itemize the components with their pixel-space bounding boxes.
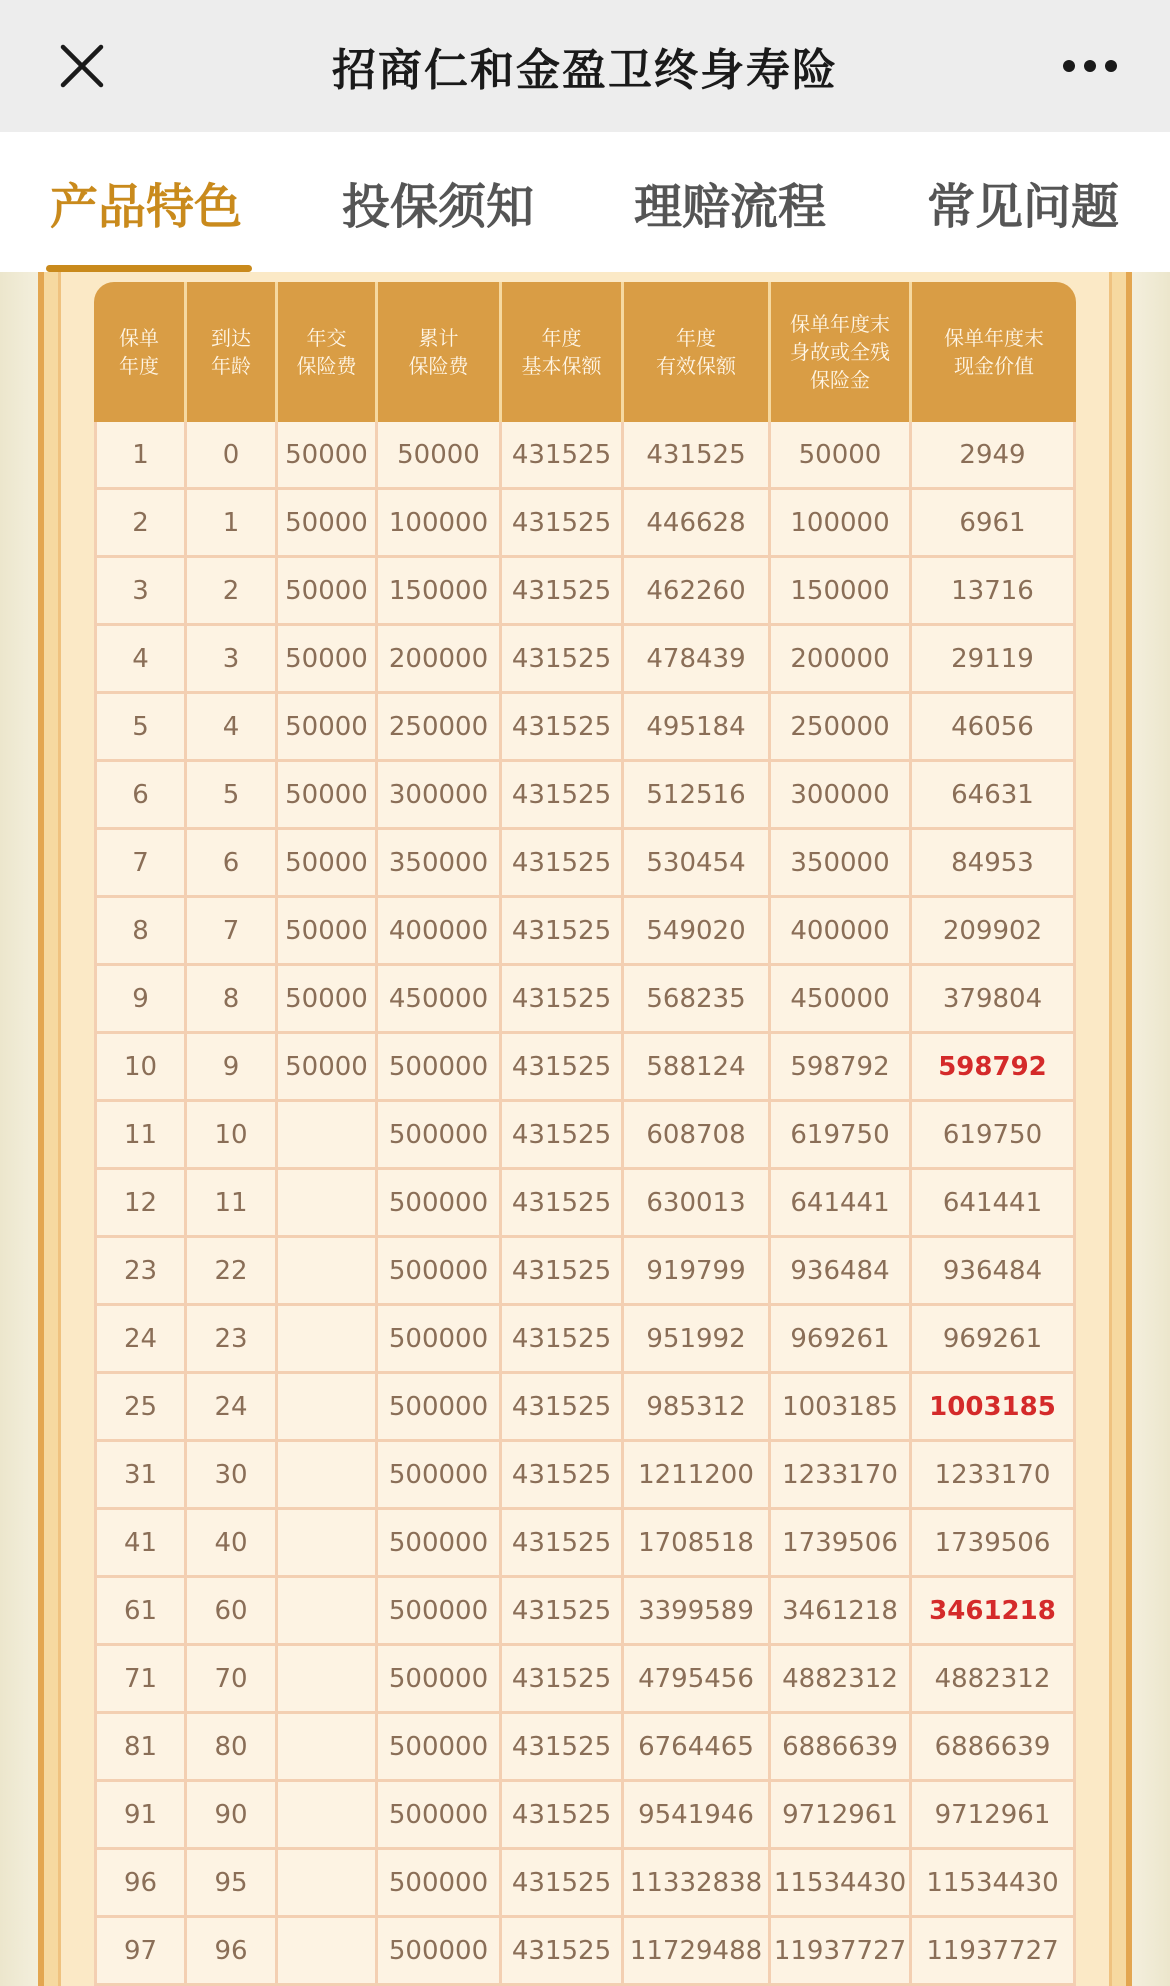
- table-cell: 150000: [771, 558, 912, 626]
- table-cell: 431525: [502, 1374, 624, 1442]
- table-cell: 41: [94, 1510, 187, 1578]
- table-cell: 500000: [378, 1374, 502, 1442]
- table-cell: [278, 1646, 378, 1714]
- table-row: [94, 626, 1076, 694]
- page-title: 招商仁和金盈卫终身寿险: [332, 45, 838, 96]
- table-cell: 350000: [771, 830, 912, 898]
- table-cell: 608708: [624, 1102, 771, 1170]
- table-cell: 61: [94, 1578, 187, 1646]
- table-cell: [278, 1714, 378, 1782]
- table-cell: 450000: [378, 966, 502, 1034]
- more-dots-icon: [1062, 59, 1118, 73]
- table-cell: 431525: [502, 1170, 624, 1238]
- table-cell: 500000: [378, 1102, 502, 1170]
- table-cell: 3: [187, 626, 278, 694]
- table-cell: 0: [187, 422, 278, 490]
- table-cell: 1003185: [771, 1374, 912, 1442]
- table-cell: 478439: [624, 626, 771, 694]
- table-row: [94, 1646, 1076, 1714]
- table-cell: 95: [187, 1850, 278, 1918]
- table-cell: 12: [94, 1170, 187, 1238]
- table-cell: 3461218: [771, 1578, 912, 1646]
- table-cell: 2: [94, 490, 187, 558]
- table-cell: 29119: [912, 626, 1076, 694]
- table-cell: 50000: [278, 1034, 378, 1102]
- table-cell: 431525: [624, 422, 771, 490]
- table-cell: 1233170: [912, 1442, 1076, 1510]
- tab-product-features[interactable]: [0, 132, 292, 272]
- title-bar: [0, 0, 1170, 132]
- table-cell: 3399589: [624, 1578, 771, 1646]
- table-row: [94, 1510, 1076, 1578]
- table-cell: 10: [94, 1034, 187, 1102]
- table-cell: 431525: [502, 626, 624, 694]
- table-cell: 500000: [378, 1714, 502, 1782]
- table-cell: 6: [94, 762, 187, 830]
- tab-insurance-notice[interactable]: [292, 132, 584, 272]
- table-cell: 1739506: [912, 1510, 1076, 1578]
- table-cell: 598792: [771, 1034, 912, 1102]
- table-cell: 350000: [378, 830, 502, 898]
- table-cell: 97: [94, 1918, 187, 1986]
- table-cell: 3: [94, 558, 187, 626]
- table-cell: 969261: [912, 1306, 1076, 1374]
- table-cell: 500000: [378, 1170, 502, 1238]
- table-cell: 30: [187, 1442, 278, 1510]
- table-cell: 11534430: [912, 1850, 1076, 1918]
- table-cell: 81: [94, 1714, 187, 1782]
- table-cell: 598792: [912, 1034, 1076, 1102]
- table-cell: 1003185: [912, 1374, 1076, 1442]
- table-cell: 588124: [624, 1034, 771, 1102]
- table-cell: 1211200: [624, 1442, 771, 1510]
- table-cell: 25: [94, 1374, 187, 1442]
- table-cell: 431525: [502, 694, 624, 762]
- table-cell: 500000: [378, 1646, 502, 1714]
- table-row: [94, 1374, 1076, 1442]
- table-cell: 4: [94, 626, 187, 694]
- table-cell: 9541946: [624, 1782, 771, 1850]
- table-cell: 64631: [912, 762, 1076, 830]
- table-cell: 50000: [278, 762, 378, 830]
- table-cell: 11729488: [624, 1918, 771, 1986]
- table-cell: 90: [187, 1782, 278, 1850]
- table-cell: 11: [187, 1170, 278, 1238]
- table-row: [94, 1578, 1076, 1646]
- table-cell: 431525: [502, 1918, 624, 1986]
- table-cell: 10: [187, 1102, 278, 1170]
- table-cell: 530454: [624, 830, 771, 898]
- table-cell: 431525: [502, 1714, 624, 1782]
- table-cell: 96: [187, 1918, 278, 1986]
- table-cell: 6764465: [624, 1714, 771, 1782]
- table-cell: 60: [187, 1578, 278, 1646]
- table-cell: 379804: [912, 966, 1076, 1034]
- table-cell: 431525: [502, 830, 624, 898]
- table-cell: 446628: [624, 490, 771, 558]
- table-cell: 22: [187, 1238, 278, 1306]
- table-cell: 400000: [378, 898, 502, 966]
- table-cell: 24: [94, 1306, 187, 1374]
- table-row: [94, 490, 1076, 558]
- table-cell: 568235: [624, 966, 771, 1034]
- table-cell: 100000: [378, 490, 502, 558]
- table-cell: 6886639: [771, 1714, 912, 1782]
- table-cell: 4795456: [624, 1646, 771, 1714]
- policy-benefit-table: [94, 282, 1076, 1986]
- table-row: [94, 1306, 1076, 1374]
- table-cell: 500000: [378, 1238, 502, 1306]
- table-cell: 431525: [502, 1850, 624, 1918]
- column-header: 累计 保险费: [378, 282, 502, 422]
- table-cell: [278, 1510, 378, 1578]
- table-cell: [278, 1374, 378, 1442]
- column-header: 年度 基本保额: [502, 282, 624, 422]
- table-cell: 1233170: [771, 1442, 912, 1510]
- table-cell: 200000: [378, 626, 502, 694]
- table-cell: 1: [187, 490, 278, 558]
- content-area[interactable]: [0, 272, 1170, 1986]
- table-cell: 91: [94, 1782, 187, 1850]
- table-cell: 919799: [624, 1238, 771, 1306]
- table-cell: 50000: [278, 898, 378, 966]
- table-cell: 23: [94, 1238, 187, 1306]
- table-cell: 5: [94, 694, 187, 762]
- table-cell: 500000: [378, 1850, 502, 1918]
- table-cell: 50000: [278, 490, 378, 558]
- table-row: [94, 1782, 1076, 1850]
- table-cell: 431525: [502, 490, 624, 558]
- table-row: [94, 558, 1076, 626]
- table-cell: 619750: [771, 1102, 912, 1170]
- table-cell: 9712961: [771, 1782, 912, 1850]
- table-cell: 50000: [278, 830, 378, 898]
- table-row: [94, 1850, 1076, 1918]
- more-button[interactable]: [1046, 32, 1134, 100]
- table-cell: 431525: [502, 1238, 624, 1306]
- tab-label: 产品特色: [49, 178, 242, 235]
- tab-label: 投保须知: [341, 178, 534, 235]
- table-cell: 7: [187, 898, 278, 966]
- table-cell: 96: [94, 1850, 187, 1918]
- table-row: [94, 762, 1076, 830]
- table-cell: 431525: [502, 1578, 624, 1646]
- table-cell: [278, 1850, 378, 1918]
- table-cell: 8: [187, 966, 278, 1034]
- table-cell: 11332838: [624, 1850, 771, 1918]
- active-tab-indicator: [46, 265, 252, 272]
- column-header: 年交 保险费: [278, 282, 378, 422]
- table-cell: 500000: [378, 1782, 502, 1850]
- table-cell: 70: [187, 1646, 278, 1714]
- table-cell: 300000: [378, 762, 502, 830]
- tab-claim-process[interactable]: [584, 132, 876, 272]
- table-cell: 6: [187, 830, 278, 898]
- table-cell: 641441: [912, 1170, 1076, 1238]
- table-cell: 1708518: [624, 1510, 771, 1578]
- table-cell: 641441: [771, 1170, 912, 1238]
- table-row: [94, 1442, 1076, 1510]
- table-cell: 500000: [378, 1442, 502, 1510]
- table-cell: 512516: [624, 762, 771, 830]
- table-cell: 985312: [624, 1374, 771, 1442]
- table-cell: 80: [187, 1714, 278, 1782]
- table-cell: 9712961: [912, 1782, 1076, 1850]
- table-cell: 250000: [771, 694, 912, 762]
- table-row: [94, 1102, 1076, 1170]
- table-row: [94, 694, 1076, 762]
- table-cell: 23: [187, 1306, 278, 1374]
- table-cell: 431525: [502, 966, 624, 1034]
- table-cell: 500000: [378, 1034, 502, 1102]
- table-cell: 11534430: [771, 1850, 912, 1918]
- table-cell: 300000: [771, 762, 912, 830]
- close-icon: [59, 43, 105, 89]
- table-cell: 6961: [912, 490, 1076, 558]
- table-cell: [278, 1918, 378, 1986]
- tab-label: 常见问题: [926, 178, 1119, 235]
- table-cell: 431525: [502, 1034, 624, 1102]
- table-cell: 2949: [912, 422, 1076, 490]
- table-row: [94, 1034, 1076, 1102]
- table-cell: 936484: [912, 1238, 1076, 1306]
- table-cell: 549020: [624, 898, 771, 966]
- table-cell: 500000: [378, 1918, 502, 1986]
- table-cell: 4: [187, 694, 278, 762]
- table-cell: 150000: [378, 558, 502, 626]
- table-cell: 495184: [624, 694, 771, 762]
- table-cell: [278, 1442, 378, 1510]
- table-row: [94, 1238, 1076, 1306]
- table-cell: 431525: [502, 1646, 624, 1714]
- table-cell: [278, 1238, 378, 1306]
- table-cell: 969261: [771, 1306, 912, 1374]
- column-header: 年度 有效保额: [624, 282, 771, 422]
- table-cell: 50000: [278, 626, 378, 694]
- table-cell: 400000: [771, 898, 912, 966]
- table-cell: 50000: [771, 422, 912, 490]
- table-cell: 431525: [502, 762, 624, 830]
- table-cell: 50000: [278, 694, 378, 762]
- table-cell: 500000: [378, 1306, 502, 1374]
- table-cell: 462260: [624, 558, 771, 626]
- column-header: 保单年度末 现金价值: [912, 282, 1076, 422]
- table-cell: 50000: [278, 966, 378, 1034]
- table-header-row: [94, 282, 1076, 422]
- table-cell: 84953: [912, 830, 1076, 898]
- table-cell: 4882312: [771, 1646, 912, 1714]
- table-cell: 630013: [624, 1170, 771, 1238]
- table-cell: 6886639: [912, 1714, 1076, 1782]
- table-cell: 46056: [912, 694, 1076, 762]
- table-cell: 951992: [624, 1306, 771, 1374]
- column-header: 保单年度末 身故或全残 保险金: [771, 282, 912, 422]
- table-cell: 2: [187, 558, 278, 626]
- table-cell: 209902: [912, 898, 1076, 966]
- table-cell: 31: [94, 1442, 187, 1510]
- table-cell: [278, 1306, 378, 1374]
- column-header: 保单 年度: [94, 282, 187, 422]
- table-cell: 431525: [502, 422, 624, 490]
- table-cell: 3461218: [912, 1578, 1076, 1646]
- table-cell: 250000: [378, 694, 502, 762]
- table-cell: 50000: [378, 422, 502, 490]
- table-cell: [278, 1170, 378, 1238]
- table-cell: 431525: [502, 1442, 624, 1510]
- table-cell: 431525: [502, 1306, 624, 1374]
- table-row: [94, 830, 1076, 898]
- table-cell: 9: [187, 1034, 278, 1102]
- table-cell: 24: [187, 1374, 278, 1442]
- tab-faq[interactable]: [876, 132, 1170, 272]
- table-row: [94, 966, 1076, 1034]
- table-cell: 5: [187, 762, 278, 830]
- table-row: [94, 1918, 1076, 1986]
- table-cell: 1739506: [771, 1510, 912, 1578]
- table-cell: 11937727: [771, 1918, 912, 1986]
- table-row: [94, 898, 1076, 966]
- table-cell: 431525: [502, 1510, 624, 1578]
- table-cell: 936484: [771, 1238, 912, 1306]
- table-cell: 619750: [912, 1102, 1076, 1170]
- table-cell: 431525: [502, 1102, 624, 1170]
- table-cell: 11937727: [912, 1918, 1076, 1986]
- table-cell: 431525: [502, 1782, 624, 1850]
- table-cell: 11: [94, 1102, 187, 1170]
- table-cell: 1: [94, 422, 187, 490]
- table-row: [94, 1170, 1076, 1238]
- table-cell: 100000: [771, 490, 912, 558]
- table-row: [94, 422, 1076, 490]
- table-cell: 9: [94, 966, 187, 1034]
- table-cell: [278, 1102, 378, 1170]
- table-cell: 8: [94, 898, 187, 966]
- table-cell: 13716: [912, 558, 1076, 626]
- table-cell: 200000: [771, 626, 912, 694]
- table-cell: 4882312: [912, 1646, 1076, 1714]
- table-cell: 500000: [378, 1578, 502, 1646]
- column-header: 到达 年龄: [187, 282, 278, 422]
- table-row: [94, 1714, 1076, 1782]
- table-cell: [278, 1782, 378, 1850]
- table-cell: 500000: [378, 1510, 502, 1578]
- table-cell: 7: [94, 830, 187, 898]
- table-cell: 450000: [771, 966, 912, 1034]
- table-cell: 431525: [502, 558, 624, 626]
- table-cell: 431525: [502, 898, 624, 966]
- close-button[interactable]: [48, 32, 116, 100]
- tab-bar: [0, 132, 1170, 272]
- table-cell: 40: [187, 1510, 278, 1578]
- table-cell: 50000: [278, 558, 378, 626]
- tab-label: 理赔流程: [633, 178, 826, 235]
- table-cell: 71: [94, 1646, 187, 1714]
- table-cell: 50000: [278, 422, 378, 490]
- table-cell: [278, 1578, 378, 1646]
